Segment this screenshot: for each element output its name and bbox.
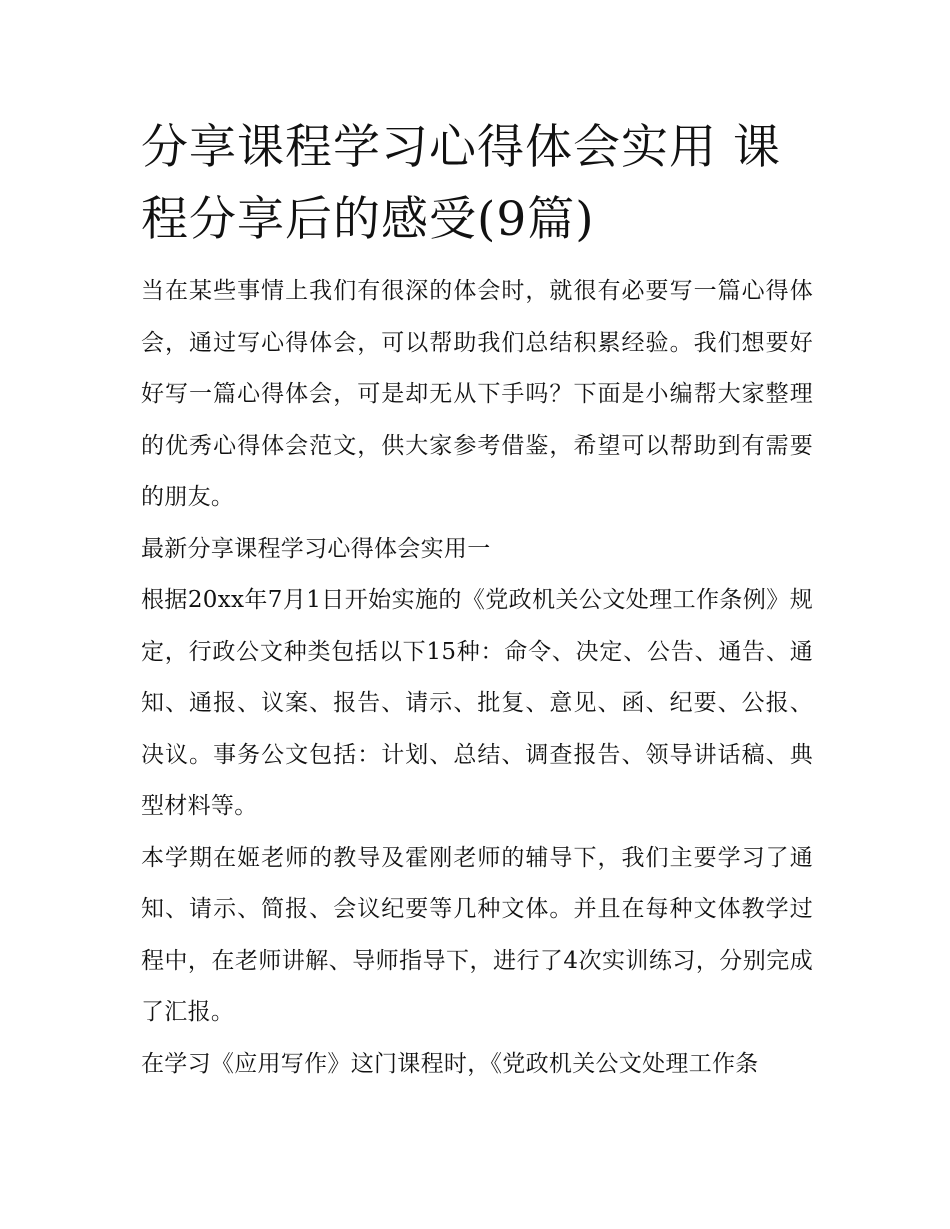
document-title: 分享课程学习心得体会实用 课程分享后的感受(9篇) [141, 120, 781, 247]
section-heading: 最新分享课程学习心得体会实用一 [141, 535, 491, 562]
document-page [141, 112, 813, 1090]
body-paragraph: 本学期在姬老师的教导及霍刚老师的辅导下，我们主要学习了通知、请示、简报、会议纪要等几种文体。并且在每种文体教学过程中，在老师讲解、导师指导下，进行了4次实训练习，分别完成了汇报。 [141, 844, 813, 1025]
intro-paragraph: 当在某些事情上我们有很深的体会时，就很有必要写一篇心得体会，通过写心得体会，可以帮助我们总结积累经验。我们想要好好写一篇心得体会，可是却无从下手吗？下面是小编帮大家整理的优秀心得体会范文，供大家参考借鉴，希望可以帮助到有需要的朋友。 [141, 278, 813, 510]
body-paragraph: 根据20xx年7月1日开始实施的《党政机关公文处理工作条例》规定，行政公文种类包括以下15种：命令、决定、公告、通告、通知、通报、议案、报告、请示、批复、意见、函、纪要、公报、决议。事务公文包括：计划、总结、调查报告、领导讲话稿、典型材料等。 [141, 587, 813, 819]
body-paragraph: 在学习《应用写作》这门课程时，《党政机关公文处理工作条 [141, 1050, 759, 1077]
